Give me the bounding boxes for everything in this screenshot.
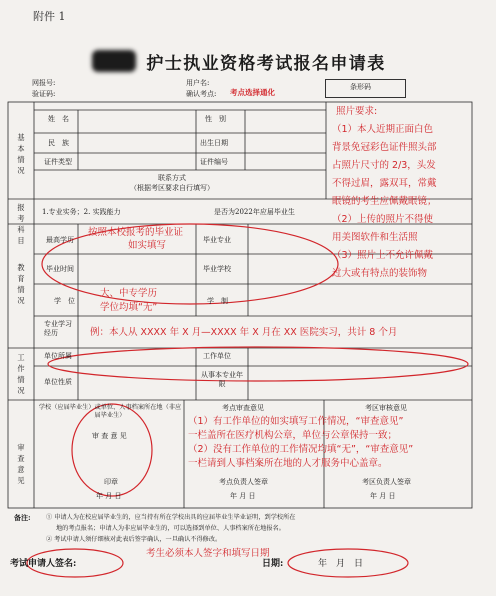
- sign-label: 考试申请人签名:: [10, 559, 77, 569]
- exam-point-signer: 考点负责人签章: [219, 478, 268, 486]
- photo-req-9: 过大或有特点的装饰物: [332, 268, 428, 279]
- id-type-label: 证件类型: [44, 158, 72, 166]
- work-note-4: 一栏请到人事档案所在地的人才服务中心盖章。: [188, 458, 388, 469]
- photo-req-7: 用美图软件和生活照: [332, 232, 418, 243]
- graduate-question: 是否为2022年应届毕业生: [214, 208, 295, 216]
- work-annotation-ellipse: [48, 347, 468, 381]
- remark-line-1: ① 申请人为在校应届毕业生的，应当持有所在学校出具的应届毕业生毕业证明，到学校所在: [46, 514, 296, 521]
- district-signer: 考区负责人签章: [362, 478, 411, 486]
- edu-section-label: 教育情况: [17, 263, 25, 305]
- school-label: 毕业学校: [203, 265, 231, 273]
- id-no-label: 证件编号: [200, 158, 228, 166]
- date-label: 日期:: [262, 559, 284, 569]
- edu-note-2: 如实填写: [128, 240, 167, 251]
- work-note-1: （1）有工作单位的如实填写工作情况，“审查意见”: [188, 416, 404, 427]
- verify-code-label: 验证码:: [32, 90, 56, 98]
- work-section-label: 工作情况: [17, 353, 25, 395]
- exam-subjects: 1.专业实务；2. 实践能力: [42, 208, 121, 216]
- photo-req-title: 照片要求:: [336, 106, 378, 117]
- must-sign-note: 考生必须本人签字和填写日期: [146, 548, 270, 559]
- photo-req-5: 眼镜的考生应佩戴眼镜；: [332, 196, 437, 207]
- edu-note-1: 按照本校报考的毕业证: [88, 227, 184, 238]
- basic-section-label: 基本情况: [17, 133, 25, 175]
- contact-label: 联系方式: [158, 174, 186, 182]
- exam-section-label: 报考科目: [17, 203, 25, 245]
- seal-label: 印章: [104, 478, 118, 486]
- confirm-code-value: 考点选择通化: [230, 88, 275, 97]
- unit-nature-label: 单位性质: [44, 378, 72, 386]
- contact-sub-label: （根据考区要求自行填写）: [130, 184, 214, 192]
- remark-line-3: ② 考试申请人须仔细核对此表后签字确认，一旦确认不得修改。: [46, 536, 222, 543]
- years-label: 从事本专业年限: [201, 371, 243, 388]
- unit-label: 工作单位: [203, 352, 231, 360]
- edu-annotation-ellipse: [42, 224, 338, 304]
- xuezhi-label: 学 制: [207, 297, 228, 305]
- net-no-label: 网报号:: [32, 79, 56, 87]
- remark-line-2: 地的考点报名；申请人为非应届毕业生的，可以选择到单位、人事档案所在地报名。: [56, 525, 285, 532]
- date-value: 年 月 日: [318, 559, 364, 569]
- photo-req-8: （3）照片上不允许佩戴: [332, 250, 434, 261]
- unit-belong-label: 单位所属: [44, 352, 72, 360]
- exam-point-date: 年 月 日: [230, 492, 256, 500]
- work-note-3: （2）没有工作单位的工作情况均填“无”，“审查意见”: [188, 444, 414, 455]
- photo-req-3: 占照片尺寸的 2/3，头发: [332, 160, 436, 171]
- confirm-code-label: 确认考点:: [186, 90, 217, 98]
- photo-req-4: 不得过眉，露双耳，常戴: [332, 178, 437, 189]
- exam-point-opinion: 考点审查意见: [222, 404, 264, 412]
- grad-time-label: 毕业时间: [46, 265, 74, 273]
- xuewei-label: 学 位: [54, 297, 75, 305]
- name-label: 姓 名: [48, 115, 69, 123]
- school-opinion-title: 审 查 意 见: [92, 432, 127, 440]
- photo-req-2: 背景免冠彩色证件照头部: [332, 142, 437, 153]
- ethnic-label: 民 族: [48, 139, 69, 147]
- school-opinion-label: 学校（应届毕业生）或单位、人事档案所在地（非应届毕业生）: [38, 404, 182, 419]
- study-exp-label: 专业学习经历: [44, 320, 72, 337]
- xuewei-note-2: 学位均填“无”: [100, 302, 158, 313]
- district-opinion: 考区审核意见: [365, 404, 407, 412]
- page-title: 护士执业资格考试报名申请表: [146, 54, 386, 74]
- degree-label: 最高学历: [46, 236, 74, 244]
- attachment-label: 附件 1: [33, 10, 66, 23]
- user-name-label: 用户名:: [186, 79, 210, 87]
- barcode-label: 条形码: [350, 83, 371, 91]
- major-label: 毕业专业: [203, 236, 231, 244]
- photo-req-1: （1）本人近期正面白色: [332, 124, 434, 135]
- study-exp-example: 例：本人从 XXXX 年 X 月—XXXX 年 X 月在 XX 医院实习，共计 8 个月: [90, 327, 398, 338]
- seal-date: 年 月 日: [96, 492, 122, 500]
- birth-label: 出生日期: [200, 139, 228, 147]
- remarks-label: 备注:: [14, 513, 31, 522]
- review-section-label: 审查意见: [17, 443, 25, 485]
- gender-label: 性 别: [205, 115, 226, 123]
- work-note-2: 一栏盖所在医疗机构公章，单位与公章保持一致；: [188, 430, 398, 441]
- xuewei-note-1: 大、中专学历: [100, 288, 158, 299]
- district-date: 年 月 日: [370, 492, 396, 500]
- photo-req-6: （2）上传的照片不得使: [332, 214, 434, 225]
